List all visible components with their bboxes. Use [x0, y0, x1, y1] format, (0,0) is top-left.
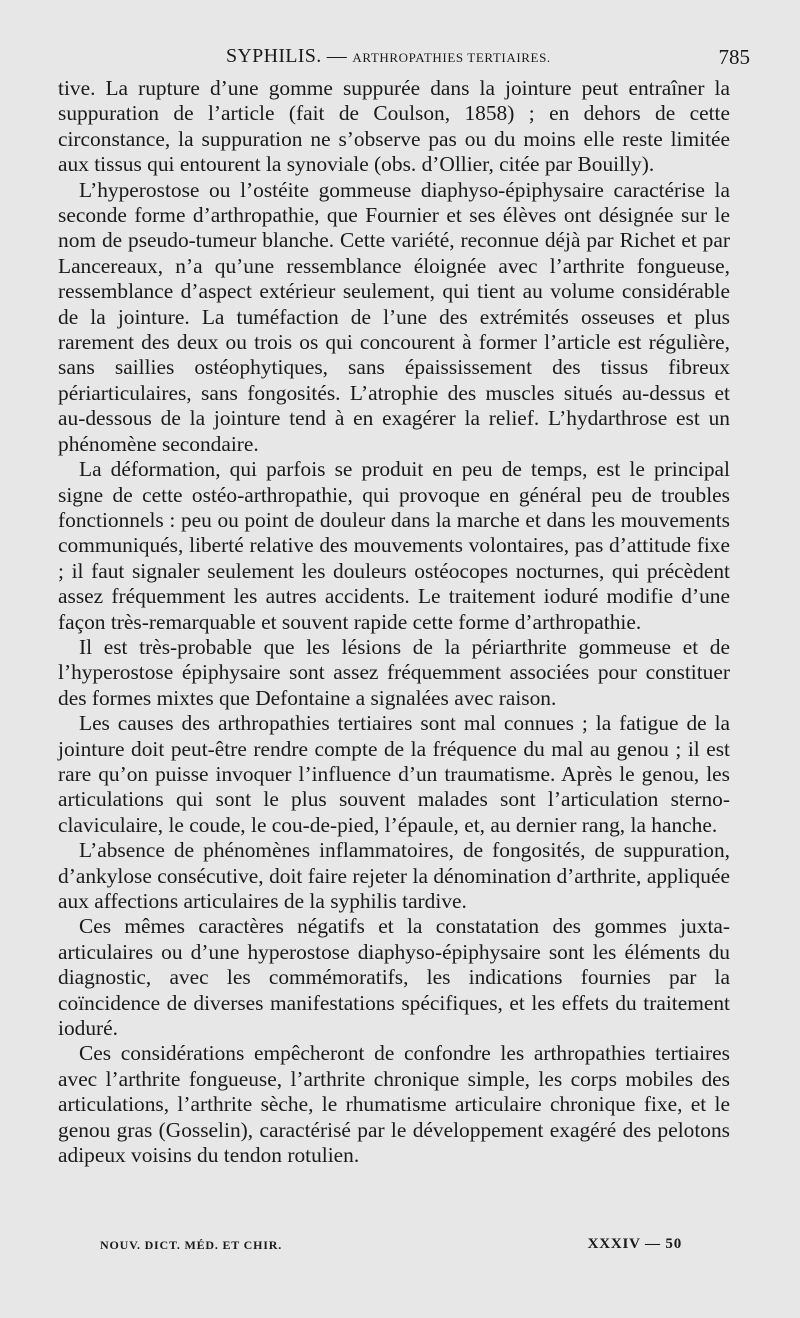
footer-signature-right: XXXIV — 50 — [587, 1236, 682, 1252]
paragraph: Ces mêmes caractères négatifs et la constatation des gommes juxta-articulaires ou d’une hyperostose diaphyso-épiphysaire sont les éléments du diagnostic, avec les commémoratifs, les indications fournies par la coïncidence de diverses manifestations spécifiques, et les effets du traitement ioduré. — [58, 914, 730, 1041]
paragraph: L’hyperostose ou l’ostéite gommeuse diaphyso-épiphysaire caractérise la seconde forme d’arthropathie, que Fournier et ses élèves ont désignée sur le nom de pseudo-tumeur blanche. Cette variété, reconnue déjà par Richet et par Lancereaux, n’a qu’une ressemblance éloignée avec l’arthrite fongueuse, ressemblance d’aspect extérieur seulement, qui tient au volume considérable de la jointure. La tuméfaction de l’une des extrémités osseuses et plus rarement des deux ou trois os qui concourent à former l’article est régulière, sans saillies ostéophytiques, sans épaississement des tissus fibreux périarticulaires, sans fongosités. L’atrophie des muscles situés au-dessus et au-dessous de la jointure tend à en exagérer la relief. L’hydarthrose est un phénomène secondaire. — [58, 177, 730, 456]
paragraph: La déformation, qui parfois se produit en peu de temps, est le principal signe de cette ostéo-arthropathie, qui provoque en général peu de troubles fonctionnels : peu ou point de douleur dans la marche et dans les mouvements communiqués, liberté relative des mouvements volontaires, pas d’attitude fixe ; il faut signaler seulement les douleurs ostéocopes nocturnes, qui précèdent assez fréquemment les autres accidents. Le traitement ioduré modifie d’une façon très-remarquable et souvent rapide cette forme d’arthropathie. — [58, 457, 730, 634]
body-text — [58, 76, 730, 1168]
footer-signature-left: NOUV. DICT. MÉD. ET CHIR. — [100, 1238, 283, 1252]
paragraph: Il est très-probable que les lésions de la périarthrite gommeuse et de l’hyperostose épiphysaire sont assez fréquemment associées pour constituer des formes mixtes que Defontaine a signalées avec raison. — [58, 634, 730, 710]
paragraph: L’absence de phénomènes inflammatoires, de fongosités, de suppuration, d’ankylose consécutive, doit faire rejeter la dénomination d’arthrite, appliquée aux affections articulaires de la syphilis tardive. — [58, 838, 730, 913]
page-number: 785 — [718, 45, 750, 69]
paragraph: Ces considérations empêcheront de confondre les arthropathies tertiaires avec l’arthrite fongueuse, l’arthrite chronique simple, les corps mobiles des articulations, l’arthrite sèche, le rhumatisme articulaire chronique fixe, et le genou gras (Gosselin), caractérisé par le développement exagéré des pelotons adipeux voisins du tendon rotulien. — [58, 1041, 730, 1168]
running-header — [58, 40, 750, 76]
running-title-main: SYPHILIS. — — [226, 45, 348, 67]
paragraph: Les causes des arthropathies tertiaires sont mal connues ; la fatigue de la jointure doit peut-être rendre compte de la fréquence du mal au genou ; il est rare qu’on puisse invoquer l’influence d’un traumatisme. Après le genou, les articulations qui sont le plus souvent malades sont l’articulation sterno-claviculaire, le coude, le cou-de-pied, l’épaule, et, au dernier rang, la hanche. — [58, 711, 730, 837]
running-title-section: ARTHROPATHIES TERTIAIRES. — [352, 50, 551, 65]
paragraph: tive. La rupture d’une gomme suppurée dans la jointure peut entraîner la suppuration de l’article (fait de Coulson, 1858) ; en dehors de cette circonstance, la suppuration ne s’observe pas ou du moins elle reste limitée aux tissus qui entourent la synoviale (obs. d’Ollier, citée par Bouilly). — [58, 76, 730, 177]
running-title — [226, 45, 551, 68]
